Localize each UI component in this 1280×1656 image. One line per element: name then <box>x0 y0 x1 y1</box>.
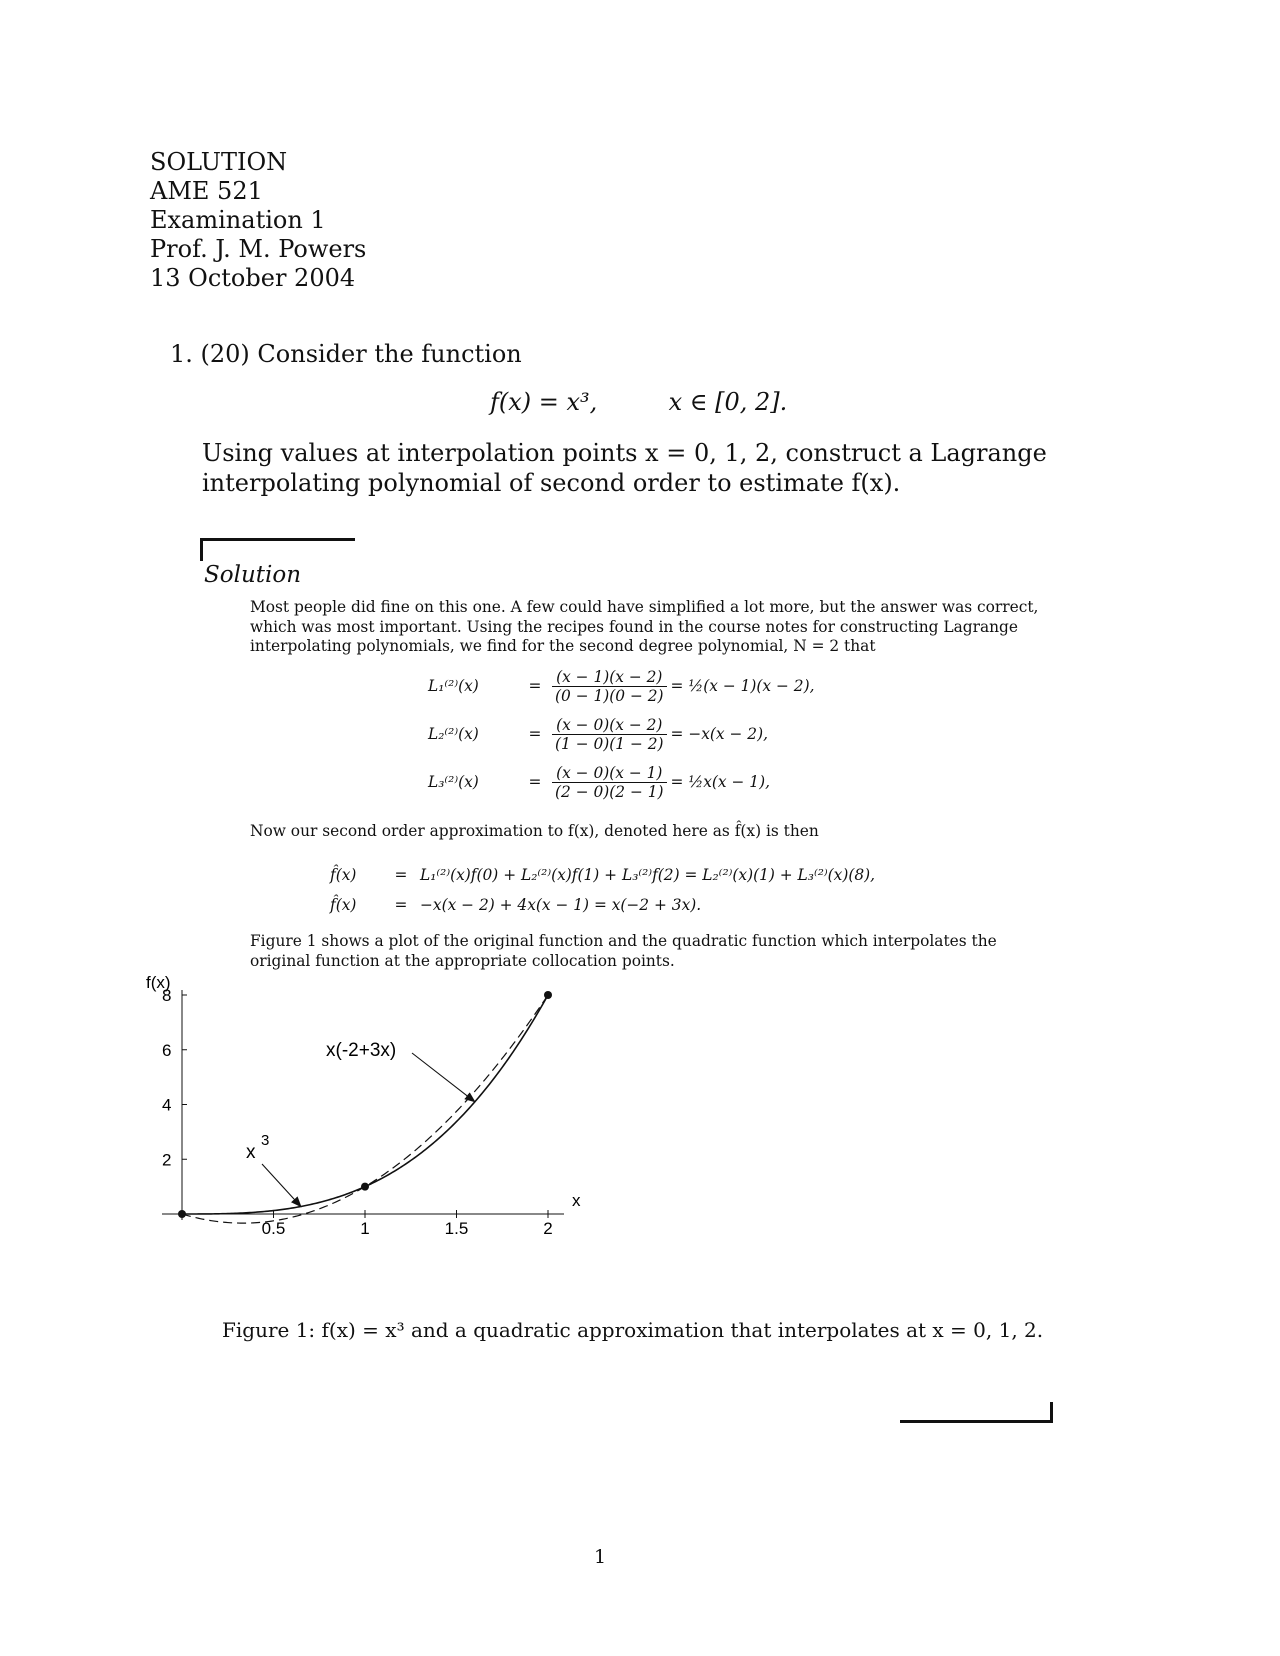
header-professor: Prof. J. M. Powers <box>150 235 367 263</box>
header-solution: SOLUTION <box>150 148 288 176</box>
lagrange-row: L₂⁽²⁾(x) = $\frac{(x - 0)(x - 2)}{(1 - 0)(1 - 2)}$ = −x(x − 2), <box>428 715 768 753</box>
solution-paragraph-1: Most people did fine on this one. A few could have simplified a lot more, but the answer was correct, which was most important. Using the recipes found in the course notes for constructing Lagrange interpolating polynomials, we find for the second degree polynomial, N = 2 that <box>250 598 1039 655</box>
document-header <box>150 148 366 293</box>
lagrange-denominator: (0 − 1)(0 − 2) <box>552 686 667 705</box>
y-tick-label: 6 <box>162 1040 172 1060</box>
lagrange-row: L₃⁽²⁾(x) = $\frac{(x - 0)(x - 1)}{(2 - 0)(2 - 1)}$ = ½x(x − 1), <box>428 763 770 801</box>
y-tick-label: 4 <box>162 1095 172 1115</box>
approx-lhs: f̂(x) <box>330 896 357 914</box>
lagrange-numerator: (x − 0)(x − 1) <box>556 763 663 782</box>
solution-title: Solution <box>204 562 302 588</box>
solution-paragraph-3: Figure 1 shows a plot of the original function and the quadratic function which interpolates the original function at the appropriate collocation points. <box>250 932 997 970</box>
approx-rhs: −x(x − 2) + 4x(x − 1) = x(−2 + 3x). <box>420 896 702 914</box>
lagrange-fraction <box>552 716 667 753</box>
figure-plot <box>140 973 660 1300</box>
solution-top-bracket <box>200 538 355 561</box>
annotation-label-cubic-exponent: 3 <box>261 1132 270 1149</box>
interpolation-point <box>361 1183 369 1191</box>
interpolation-point <box>544 991 552 999</box>
header-date: 13 October 2004 <box>150 264 356 292</box>
problem-equation <box>490 388 787 416</box>
approx-row: f̂(x) = L₁⁽²⁾(x)f(0) + L₂⁽²⁾(x)f(1) + L₃⁽²⁾f(2) = L₂⁽²⁾(x)(1) + L₃⁽²⁾(x)(8), <box>330 866 876 884</box>
lagrange-row: L₁⁽²⁾(x) = $\frac{(x - 1)(x - 2)}{(0 - 1)(0 - 2)}$ = ½(x − 1)(x − 2), <box>428 667 815 705</box>
annotation-arrow-quadratic <box>412 1053 475 1102</box>
lagrange-numerator: (x − 0)(x − 2) <box>556 715 663 734</box>
interpolation-point <box>178 1210 186 1218</box>
lagrange-equations <box>428 662 848 806</box>
x-tick-label: 1 <box>360 1219 370 1238</box>
solution-bottom-bracket <box>900 1402 1053 1423</box>
approximation-equations <box>330 860 875 920</box>
annotation-arrow-cubic <box>262 1164 301 1207</box>
lagrange-numerator: (x − 1)(x − 2) <box>556 667 663 686</box>
approx-rhs: L₁⁽²⁾(x)f(0) + L₂⁽²⁾(x)f(1) + L₃⁽²⁾f(2) = L₂⁽²⁾(x)(1) + L₃⁽²⁾(x)(8), <box>420 866 876 884</box>
header-course: AME 521 <box>150 177 263 205</box>
lagrange-denominator: (1 − 0)(1 − 2) <box>552 734 667 753</box>
y-tick-label: 2 <box>162 1150 172 1170</box>
page-number: 1 <box>594 1546 607 1568</box>
x-axis-label: x <box>572 1191 581 1210</box>
lagrange-lhs: L₁⁽²⁾(x) <box>428 677 479 695</box>
lagrange-lhs: L₃⁽²⁾(x) <box>428 773 479 791</box>
problem-text: Using values at interpolation points x = 0, 1, 2, construct a Lagrange interpolating polynomial of second order to estimate f(x). <box>202 439 1047 497</box>
lagrange-fraction <box>552 668 667 705</box>
problem-equation-left: f(x) = x³, <box>490 388 598 416</box>
approx-lhs: f̂(x) <box>330 866 357 884</box>
lagrange-rhs: = −x(x − 2), <box>670 725 768 743</box>
y-axis-label: f(x) <box>146 973 171 992</box>
header-exam: Examination 1 <box>150 206 326 234</box>
series-line-cubic <box>182 995 548 1214</box>
lagrange-rhs: = ½(x − 1)(x − 2), <box>670 677 815 695</box>
lagrange-fraction <box>552 764 667 801</box>
annotation-label-cubic: x <box>246 1142 256 1163</box>
annotation-label-quadratic: x(-2+3x) <box>326 1040 397 1061</box>
x-tick-label: 1.5 <box>444 1219 469 1238</box>
lagrange-denominator: (2 − 0)(2 − 1) <box>552 782 667 801</box>
x-tick-label: 0.5 <box>261 1219 286 1238</box>
lagrange-rhs: = ½x(x − 1), <box>670 773 770 791</box>
figure-caption: Figure 1: f(x) = x³ and a quadratic approximation that interpolates at x = 0, 1, 2. <box>222 1318 1044 1342</box>
problem-equation-right: x ∈ [0, 2]. <box>668 388 788 416</box>
y-tick-label: 8 <box>162 986 172 1005</box>
problem-label: 1. (20) Consider the function <box>170 340 522 368</box>
solution-paragraph-2: Now our second order approximation to f(x), denoted here as f̂(x) is then <box>250 822 819 840</box>
x-tick-label: 2 <box>543 1219 553 1238</box>
lagrange-lhs: L₂⁽²⁾(x) <box>428 725 479 743</box>
approx-row: f̂(x) = −x(x − 2) + 4x(x − 1) = x(−2 + 3x). <box>330 896 702 914</box>
